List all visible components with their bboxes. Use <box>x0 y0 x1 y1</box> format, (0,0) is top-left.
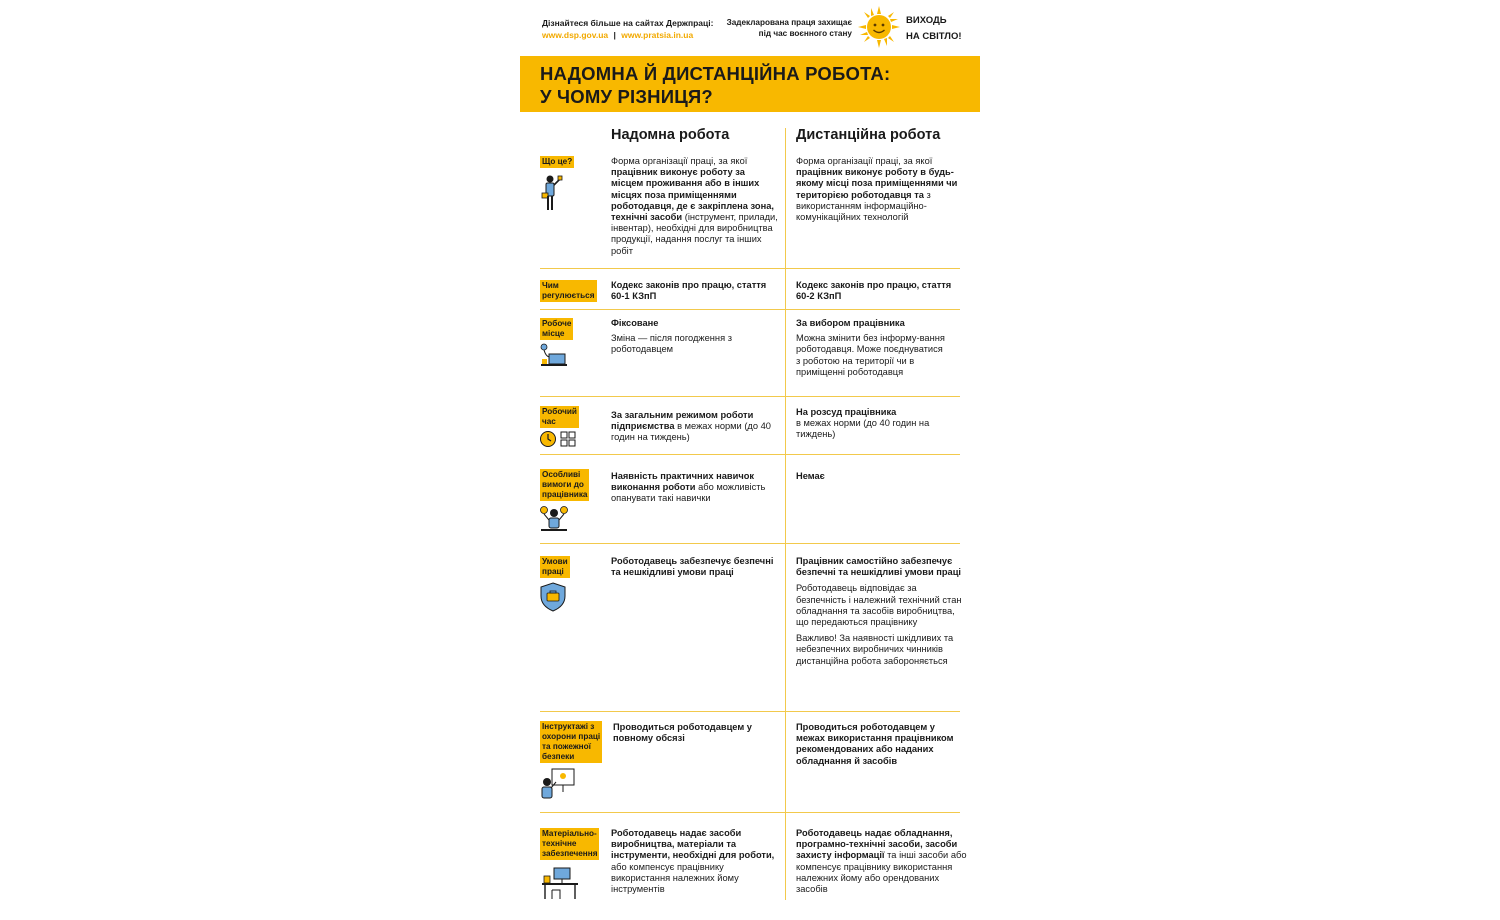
tag-line: безпеки <box>542 752 575 761</box>
link-separator: | <box>613 30 616 40</box>
conditions-remote-bold: Працівник самостійно забезпечує безпечні та нешкідливі умови праці <box>796 556 962 578</box>
learn-more-text: Дізнайтеся більше на сайтах Держпраці: <box>542 18 714 28</box>
what-home-text <box>611 156 779 257</box>
briefings-remote-text: Проводиться роботодавцем у межах використання працівником рекомендованих або наданих обладнання й засобів <box>796 722 954 766</box>
workplace-home <box>611 318 766 356</box>
slogan <box>722 17 852 39</box>
sun-logo-icon <box>858 6 900 48</box>
tag-line: та пожежної <box>542 742 591 751</box>
supply-home-text <box>611 828 776 895</box>
header-links <box>542 17 713 41</box>
conditions-remote <box>796 556 966 667</box>
skills-person-icon <box>540 505 568 535</box>
tag-line: час <box>542 417 556 426</box>
tag-line: охорони праці <box>542 732 601 741</box>
tag-line: Робоче <box>542 319 572 328</box>
workplace-home-text: Зміна — після погодження з роботодавцем <box>611 333 732 355</box>
tag-line: Інструктажі з <box>542 722 595 731</box>
text-part: в межах норми (до 40 годин на тиждень) <box>611 421 771 443</box>
text-bold: На розсуд працівника <box>796 407 897 417</box>
tag-supply <box>540 828 599 860</box>
brand-line-2: НА СВІТЛО! <box>906 31 962 42</box>
row-divider <box>540 268 960 269</box>
workplace-remote-text: Можна змінити без інформу-вання роботодавця. Може поєднуватися з роботою на території чи в приміщенні роботодавця <box>796 333 945 377</box>
column-header-remote: Дистанційна робота <box>796 127 941 143</box>
text-part: (інструмент, прилади, інвентар), необхідні для виробництва продукції, надання послуг та інших робіт <box>611 212 778 256</box>
brand-line-1: ВИХОДЬ <box>906 15 947 26</box>
text-part: в межах норми (до 40 годин на тиждень) <box>796 418 930 440</box>
tag-briefings <box>540 721 602 763</box>
tag-line: праці <box>542 567 564 576</box>
text-bold: Наявність практичних навичок виконання роботи <box>611 471 755 493</box>
workplace-home-title: Фіксоване <box>611 318 659 328</box>
tag-conditions <box>540 556 570 578</box>
tag-line: Умови <box>542 557 568 566</box>
safety-shield-icon <box>540 582 566 612</box>
row-divider <box>540 711 960 712</box>
requirements-remote-text: Немає <box>796 471 825 481</box>
workplace-remote-title: За вибором працівника <box>796 318 905 328</box>
desk-workstation-icon <box>540 866 580 900</box>
tag-line: регулюється <box>542 291 595 300</box>
row-divider <box>540 396 960 397</box>
site-link-pratsia[interactable]: www.pratsia.in.ua <box>621 30 694 40</box>
tag-line: Чим <box>542 281 559 290</box>
regulated-home-text: Кодекс законів про працю, стаття 60-1 КЗпП <box>611 280 767 302</box>
tag-workplace <box>540 318 573 340</box>
text-bold: Роботодавець надає засоби виробництва, матеріали та інструменти, необхідні для роботи, <box>611 828 775 861</box>
title-line-1: НАДОМНА Й ДИСТАНЦІЙНА РОБОТА: <box>540 63 891 84</box>
tag-requirements <box>540 469 589 501</box>
supply-remote-text <box>796 828 971 895</box>
hours-home-text <box>611 410 776 444</box>
text-part: або компенсує працівнику використання належних йому інструментів <box>611 861 739 895</box>
text-bold: працівник виконує роботу в будь-якому місці поза приміщеннями чи територією роботодавця та <box>796 167 958 200</box>
workplace-desk-icon <box>540 343 568 369</box>
tag-regulated <box>540 280 597 302</box>
tag-line: Матеріально- <box>542 829 597 838</box>
text-part: з використанням інформаційно-комунікаційних технологій <box>796 189 931 223</box>
workplace-remote <box>796 318 946 378</box>
tag-line: Особливі <box>542 470 581 479</box>
tag-line: забезпечення <box>542 849 598 858</box>
regulated-remote-text: Кодекс законів про працю, стаття 60-2 КЗпП <box>796 280 952 302</box>
brand-slogan <box>906 13 962 45</box>
hours-remote-text <box>796 407 946 441</box>
column-header-home: Надомна робота <box>611 127 730 143</box>
requirements-home-text <box>611 471 776 505</box>
slogan-line-2: під час воєнного стану <box>758 29 852 38</box>
text-part: або можливість опанувати такі навички <box>611 482 766 504</box>
presentation-board-icon <box>540 768 576 800</box>
tag-line: місце <box>542 329 565 338</box>
briefings-home-text: Проводиться роботодавцем у повному обсязі <box>613 722 752 744</box>
what-remote-text <box>796 156 966 223</box>
text-part: Форма організації праці, за якої <box>611 156 748 166</box>
text-part: та інші засоби або компенсує працівнику використання належних йому або орендованих засобів <box>796 850 967 895</box>
row-divider <box>540 454 960 455</box>
tag-what: Що це? <box>542 157 573 166</box>
infographic-poster <box>520 0 980 920</box>
worker-icon <box>540 174 564 212</box>
text-bold: Роботодавець надає обладнання, програмно-технічні засоби, засоби захисту інформації <box>796 828 958 861</box>
tag-line: Робочий <box>542 407 577 416</box>
tag-line: працівника <box>542 490 588 499</box>
slogan-line-1: Задекларована праця захищає <box>726 18 852 27</box>
title-line-2: У ЧОМУ РІЗНИЦЯ? <box>540 86 713 107</box>
conditions-remote-note: Роботодавець відповідає за безпечність і належний технічний стан обладнання та засобів виробництва, що передаються працівнику <box>796 583 962 628</box>
tag-hours <box>540 406 579 428</box>
tag-line: технічне <box>542 839 577 848</box>
conditions-home-text: Роботодавець забезпечує безпечні та нешкідливі умови праці <box>611 556 774 578</box>
tag-line: вимоги до <box>542 480 584 489</box>
row-divider <box>540 543 960 544</box>
clock-calendar-icon <box>540 430 578 448</box>
row-divider <box>540 812 960 813</box>
text-bold: працівник виконує роботу за місцем проживання або в інших місцях поза приміщеннями роботодавця, де є закріплена зона, технічні засоби <box>611 167 774 223</box>
row-divider <box>540 309 960 310</box>
site-link-dsp[interactable]: www.dsp.gov.ua <box>542 30 609 40</box>
column-divider <box>785 128 786 900</box>
page-title <box>540 62 890 108</box>
text-part: Форма організації праці, за якої <box>796 156 933 166</box>
text-bold: За загальним режимом роботи підприємства <box>611 410 754 432</box>
conditions-remote-warning: Важливо! За наявності шкідливих та небезпечних виробничих чинників дистанційна робота забороняється <box>796 633 954 666</box>
